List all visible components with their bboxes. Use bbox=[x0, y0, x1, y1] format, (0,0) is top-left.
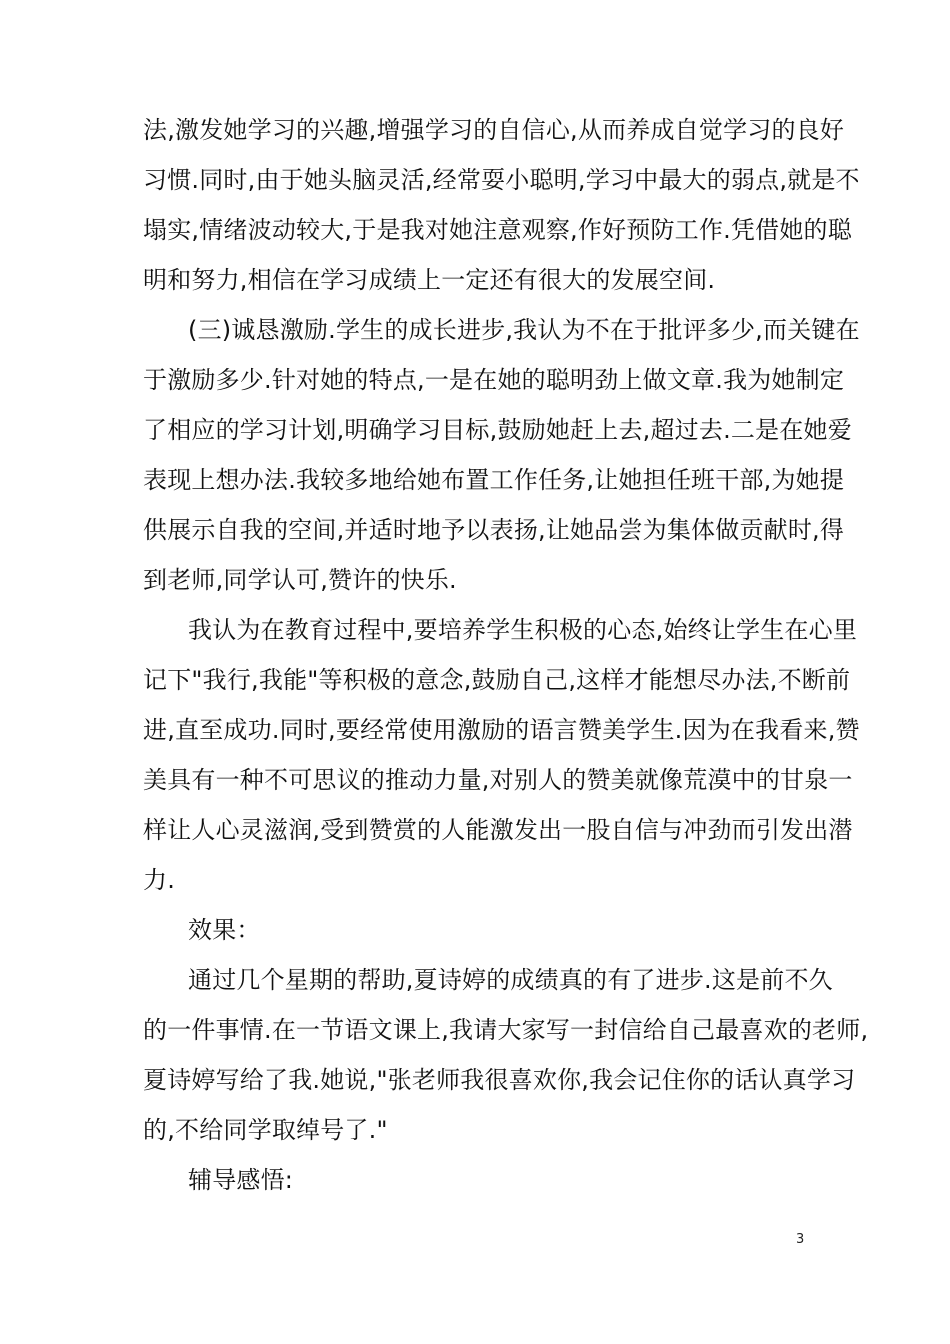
text-line: 记下"我行,我能"等积极的意念,鼓励自己,这样才能想尽办法,不断前 bbox=[143, 666, 851, 694]
paragraph-heading-line: (三)诚恳激励.学生的成长进步,我认为不在于批评多少,而关键在 bbox=[188, 316, 860, 344]
text-line: 塌实,情绪波动较大,于是我对她注意观察,作好预防工作.凭借她的聪 bbox=[143, 216, 852, 244]
text-line: 通过几个星期的帮助,夏诗婷的成绩真的有了进步.这是前不久 bbox=[188, 966, 833, 994]
text-line: 夏诗婷写给了我.她说,"张老师我很喜欢你,我会记住你的话认真学习 bbox=[143, 1066, 856, 1094]
text-line: 供展示自我的空间,并适时地予以表扬,让她品尝为集体做贡献时,得 bbox=[143, 516, 845, 544]
page-number: 3 bbox=[796, 1232, 805, 1247]
section-label-reflection: 辅导感悟: bbox=[188, 1166, 294, 1194]
text-line: 我认为在教育过程中,要培养学生积极的心态,始终让学生在心里 bbox=[188, 616, 858, 644]
text-line: 进,直至成功.同时,要经常使用激励的语言赞美学生.因为在我看来,赞 bbox=[143, 716, 860, 744]
text-line: 法,激发她学习的兴趣,增强学习的自信心,从而养成自觉学习的良好 bbox=[143, 116, 845, 144]
text-line: 于激励多少.针对她的特点,一是在她的聪明劲上做文章.我为她制定 bbox=[143, 366, 845, 394]
text-line: 的,不给同学取绰号了." bbox=[143, 1116, 388, 1144]
text-line: 表现上想办法.我较多地给她布置工作任务,让她担任班干部,为她提 bbox=[143, 466, 845, 494]
text-line: 的一件事情.在一节语文课上,我请大家写一封信给自己最喜欢的老师, bbox=[143, 1016, 869, 1044]
text-line: 美具有一种不可思议的推动力量,对别人的赞美就像荒漠中的甘泉一 bbox=[143, 766, 853, 794]
text-line: 样让人心灵滋润,受到赞赏的人能激发出一股自信与冲劲而引发出潜 bbox=[143, 816, 853, 844]
text-line: 到老师,同学认可,赞许的快乐. bbox=[143, 566, 457, 594]
text-line: 习惯.同时,由于她头脑灵活,经常耍小聪明,学习中最大的弱点,就是不 bbox=[143, 166, 860, 194]
text-line: 明和努力,相信在学习成绩上一定还有很大的发展空间. bbox=[143, 266, 716, 294]
text-line: 了相应的学习计划,明确学习目标,鼓励她赶上去,超过去.二是在她爱 bbox=[143, 416, 852, 444]
text-line: 力. bbox=[143, 866, 176, 894]
section-label-effect: 效果： bbox=[188, 916, 261, 944]
